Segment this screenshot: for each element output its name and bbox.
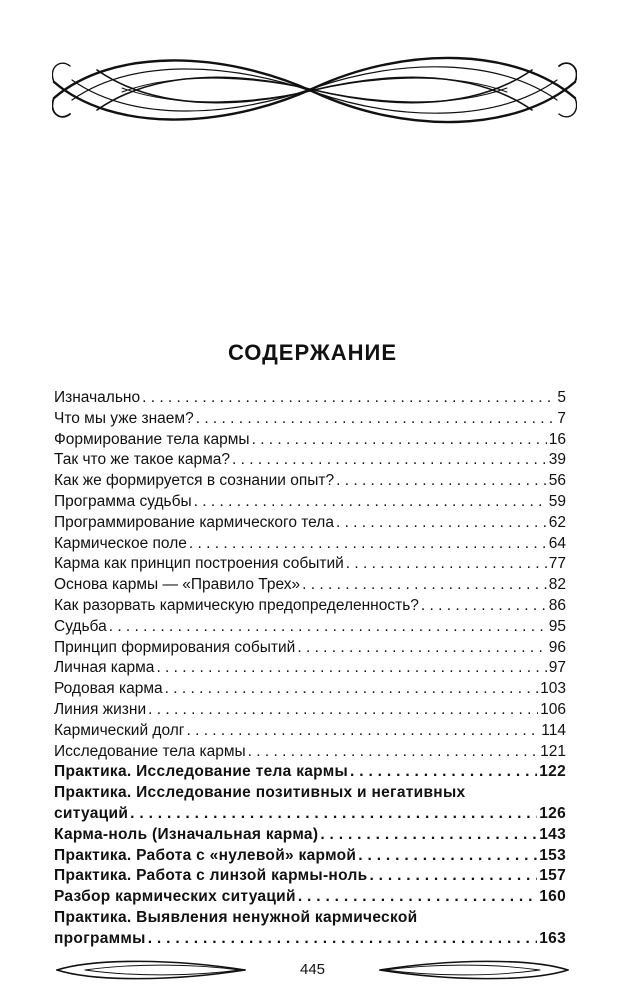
toc-entry-page: 77 (548, 555, 566, 573)
toc-entry-page: 82 (548, 576, 566, 594)
leader-dots (421, 596, 547, 617)
toc-entry (54, 846, 566, 867)
toc-entry (54, 908, 566, 950)
leader-dots (350, 762, 537, 783)
toc-entry-page: 157 (539, 867, 566, 885)
toc-entry-page: 39 (548, 451, 566, 469)
leader-dots (194, 492, 547, 513)
toc-entry (54, 617, 566, 638)
leader-dots (252, 430, 547, 451)
toc-entry (54, 700, 566, 721)
toc-entry (54, 596, 566, 617)
toc-entry-title-line2: программы (54, 929, 146, 947)
toc-entry (54, 825, 566, 846)
toc-entry (54, 534, 566, 555)
leader-dots (297, 638, 546, 659)
toc-entry-page: 16 (548, 430, 566, 448)
leader-dots (142, 388, 555, 409)
toc-entry-page: 97 (548, 659, 566, 677)
page-number: 445 (0, 961, 625, 978)
toc-entry-title: Разбор кармических ситуаций (54, 888, 296, 906)
toc-entry (54, 866, 566, 887)
toc-entry-page: 122 (539, 763, 566, 781)
toc-entry-page: 121 (540, 742, 566, 760)
leader-dots (248, 742, 539, 763)
toc-entry (54, 450, 566, 471)
toc-entry (54, 471, 566, 492)
toc-entry-title: Программа судьбы (54, 492, 192, 510)
toc-entry (54, 388, 566, 409)
toc-entry-title: Практика. Исследование тела кармы (54, 763, 349, 781)
leader-dots (148, 929, 538, 950)
toc-entry-page: 96 (548, 638, 566, 656)
toc-entry-page: 64 (548, 534, 566, 552)
toc-entry-page: 103 (540, 680, 566, 698)
toc-entry-title: Личная карма (54, 659, 155, 677)
toc-entry-title: Практика. Работа с линзой кармы-ноль (54, 867, 368, 885)
page-title: СОДЕРЖАНИЕ (227, 340, 398, 365)
toc-entry-title: Линия жизни (54, 700, 147, 718)
toc-entry (54, 492, 566, 513)
toc-entry-title: Родовая карма (54, 680, 163, 698)
toc-entry-title: Практика. Работа с «нулевой» кармой (54, 846, 357, 864)
toc-entry-title: Основа кармы — «Правило Трех» (54, 576, 301, 594)
toc-entry (54, 430, 566, 451)
leader-dots (109, 617, 547, 638)
toc-entry (54, 783, 566, 825)
toc-entry-page: 114 (541, 721, 566, 739)
toc-entry (54, 409, 566, 430)
toc-entry (54, 658, 566, 679)
toc-entry (54, 513, 566, 534)
toc-entry-page: 160 (539, 888, 566, 906)
toc-entry-page: 86 (548, 596, 566, 614)
toc-entry (54, 575, 566, 596)
leader-dots (369, 866, 537, 887)
toc-entry-title: Изначально (54, 389, 141, 406)
toc-entry-page: 163 (539, 929, 566, 947)
toc-entry (54, 887, 566, 908)
toc-entry (54, 742, 566, 763)
toc-entry-title-line1: Практика. Выявления ненужной кармической (54, 908, 418, 926)
leader-dots (302, 575, 547, 596)
toc-entry-title: Кармическое поле (54, 534, 187, 552)
toc-entry-title: Так что же такое карма? (54, 451, 231, 469)
toc-entry-title: Как же формируется в сознании опыт? (54, 472, 335, 490)
toc-entry-page: 106 (540, 700, 566, 718)
table-of-contents (54, 388, 566, 950)
leader-dots (186, 721, 539, 742)
toc-entry-title: Формирование тела кармы (54, 430, 250, 448)
toc-entry-title-line1: Практика. Исследование позитивных и негативных (54, 784, 466, 802)
toc-entry-page: 7 (557, 409, 566, 427)
toc-entry-title-line2: ситуаций (54, 804, 129, 822)
toc-entry (54, 721, 566, 742)
toc-entry (54, 679, 566, 700)
leader-dots (130, 804, 537, 825)
leader-dots (358, 846, 537, 867)
leader-dots (232, 450, 547, 471)
toc-entry-title: Принцип формирования событий (54, 638, 296, 656)
toc-entry-page: 5 (557, 389, 566, 406)
toc-entry-title: Кармический долг (54, 721, 185, 739)
leader-dots (196, 409, 556, 430)
toc-entry-page: 153 (539, 846, 566, 864)
toc-entry-title: Как разорвать кармическую предопределенность? (54, 596, 419, 614)
leader-dots (165, 679, 539, 700)
leader-dots (320, 825, 537, 846)
leader-dots (346, 554, 547, 575)
toc-entry-page: 126 (539, 804, 566, 822)
toc-entry-title: Судьба (54, 617, 107, 635)
toc-entry-title: Карма-ноль (Изначальная карма) (54, 825, 319, 843)
toc-entry (54, 638, 566, 659)
toc-entry (54, 554, 566, 575)
leader-dots (148, 700, 538, 721)
top-ornament-flourish (52, 40, 577, 140)
toc-entry-page: 62 (548, 513, 566, 531)
toc-entry-title: Программирование кармического тела (54, 513, 334, 531)
leader-dots (336, 471, 547, 492)
leader-dots (298, 887, 537, 908)
leader-dots (189, 534, 547, 555)
toc-entry-title: Что мы уже знаем? (54, 409, 194, 427)
toc-entry (54, 762, 566, 783)
toc-entry-page: 143 (539, 825, 566, 843)
leader-dots (156, 658, 546, 679)
toc-entry-page: 59 (548, 492, 566, 510)
toc-entry-title: Исследование тела кармы (54, 742, 246, 760)
leader-dots (336, 513, 547, 534)
toc-entry-title: Карма как принцип построения событий (54, 555, 344, 573)
toc-entry-page: 56 (548, 472, 566, 490)
toc-entry-page: 95 (548, 617, 566, 635)
